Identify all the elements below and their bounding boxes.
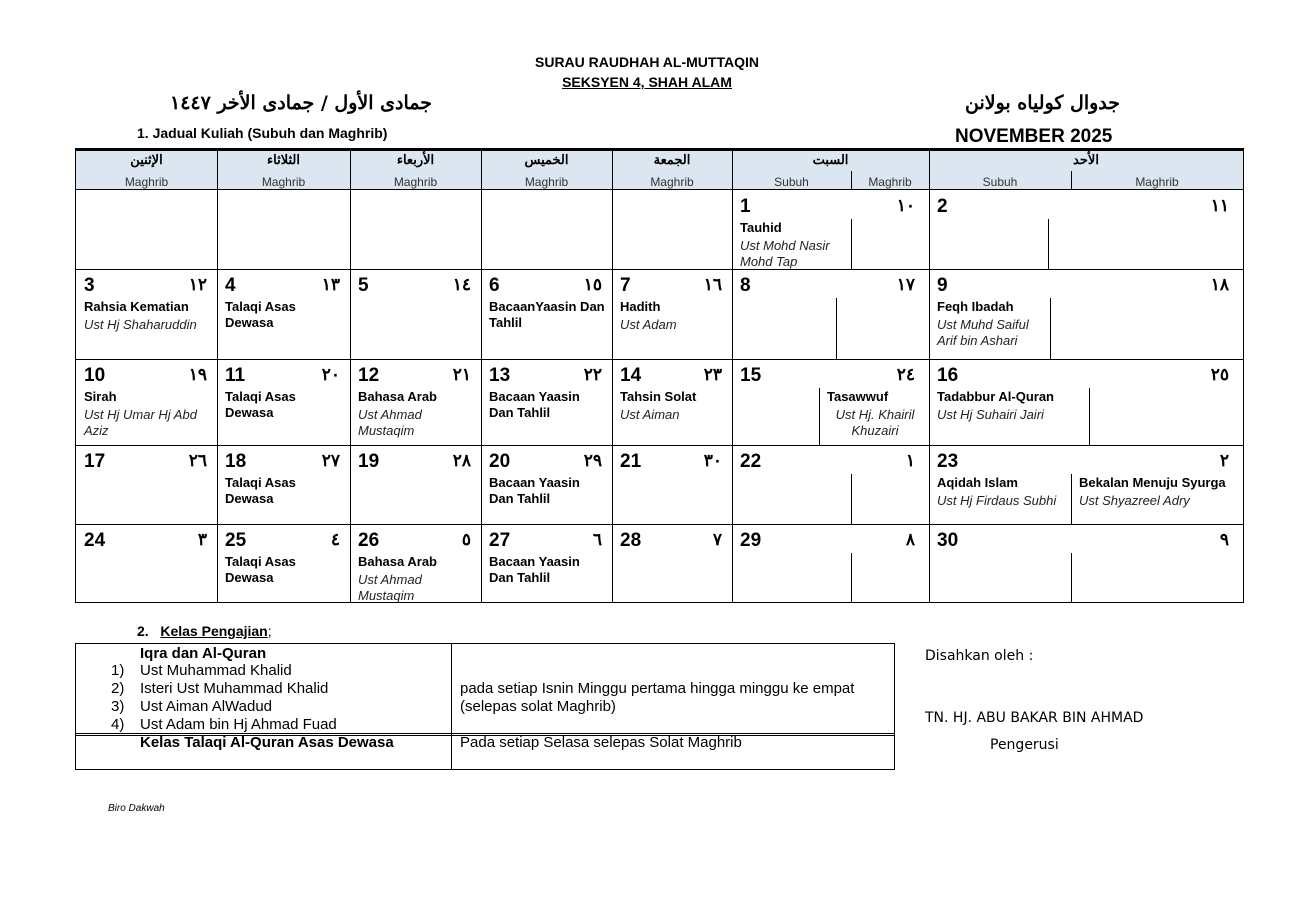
lecture-teacher: Ust Ahmad Mustaqim [358, 572, 422, 603]
teacher-index: 4) [111, 716, 125, 733]
lecture-subject: Hadith [620, 299, 661, 314]
hijri-day: ٢٤ [896, 365, 915, 385]
hijri-day: ١٤ [452, 275, 471, 295]
session-label: Maghrib [524, 175, 569, 189]
maghrib-subject: Bekalan Menuju Syurga [1079, 475, 1226, 490]
day-number: 10 [84, 365, 106, 386]
teacher-index: 2) [111, 680, 125, 697]
subuh-teacher: Ust Muhd Saiful Arif bin Ashari [937, 317, 1029, 348]
day-number: 21 [620, 451, 642, 472]
teacher-name: Ust Adam bin Hj Ahmad Fuad [140, 716, 337, 733]
classes-divider [451, 643, 452, 770]
day-number: 26 [358, 530, 380, 551]
talaqi-schedule: Pada setiap Selasa selepas Solat Maghrib [460, 734, 742, 751]
teacher-name: Ust Muhammad Khalid [140, 662, 292, 679]
day-header: الإثنين [130, 153, 163, 168]
lecture-subject: Rahsia Kematian [84, 299, 189, 314]
arabic-title: جدوال كولياه بولانن [965, 92, 1121, 114]
calendar-cell [481, 359, 612, 445]
day-number: 13 [489, 365, 511, 386]
session-divider [851, 171, 852, 189]
day-number: 12 [358, 365, 380, 386]
iqra-title: Iqra dan Al-Quran [140, 645, 267, 662]
hijri-day: ٧ [712, 530, 722, 550]
lecture-subject: Bacaan Yaasin Dan Tahlil [489, 389, 580, 420]
hijri-day: ٦ [592, 530, 602, 550]
subuh-subject: Aqidah Islam [937, 475, 1018, 490]
day-number: 17 [84, 451, 106, 472]
subuh-subject: Tadabbur Al-Quran [937, 389, 1054, 404]
lecture-teacher: Ust Hj Umar Hj Abd Aziz [84, 407, 197, 438]
hijri-day: ٢ [1219, 451, 1229, 471]
calendar-cell [732, 190, 929, 269]
day-number: 1 [740, 196, 751, 217]
talaqi-title: Kelas Talaqi Al-Quran Asas Dewasa [140, 734, 394, 751]
calendar-cell [76, 524, 217, 603]
lecture-teacher: Ust Hj Shaharuddin [84, 317, 197, 332]
day-number: 29 [740, 530, 762, 551]
day-number: 2 [937, 196, 948, 217]
calendar-cell [612, 359, 732, 445]
hijri-day: ١٠ [896, 196, 915, 216]
section2-title: 2. Kelas Pengajian; [137, 623, 272, 639]
day-number: 24 [84, 530, 106, 551]
calendar-cell [732, 524, 929, 603]
session-divider [1071, 171, 1072, 189]
day-number: 25 [225, 530, 247, 551]
teacher-index: 3) [111, 698, 125, 715]
day-header: الأحد [1073, 153, 1099, 168]
calendar-cell [732, 359, 929, 445]
calendar-cell [929, 524, 1243, 603]
calendar-cell [350, 269, 481, 359]
hijri-day: ٢٦ [188, 451, 207, 471]
lecture-subject: Sirah [84, 389, 117, 404]
calendar-cell [350, 524, 481, 603]
calendar-cell [732, 445, 929, 524]
hijri-day: ١٢ [188, 275, 207, 295]
calendar-cell [929, 269, 1243, 359]
calendar-cell [76, 445, 217, 524]
session-label: Maghrib [868, 175, 912, 189]
hijri-day: ٢٧ [321, 451, 340, 471]
hijri-day: ١٧ [896, 275, 915, 295]
hijri-day: ١٥ [583, 275, 602, 295]
teacher-name: Ust Aiman AlWadud [140, 698, 273, 715]
day-header: الثلاثاء [267, 153, 300, 168]
teacher-index: 1) [111, 662, 125, 679]
day-number: 3 [84, 275, 95, 296]
day-number: 9 [937, 275, 948, 296]
session-label: Maghrib [124, 175, 169, 189]
lecture-teacher: Ust Ahmad Mustaqim [358, 407, 422, 438]
calendar-cell [76, 269, 217, 359]
session-label: Subuh [774, 175, 809, 189]
day-number: 16 [937, 365, 959, 386]
session-label: Maghrib [393, 175, 438, 189]
hijri-day: ٨ [905, 530, 915, 550]
day-number: 4 [225, 275, 236, 296]
subuh-subject: Feqh Ibadah [937, 299, 1014, 314]
calendar-cell [929, 190, 1243, 269]
hijri-day: ٩ [1219, 530, 1229, 550]
calendar-cell [76, 359, 217, 445]
signatory-position: Pengerusi [990, 737, 1059, 753]
session-label: Maghrib [1135, 175, 1179, 189]
calendar-cell [929, 359, 1243, 445]
day-number: 23 [937, 451, 959, 472]
subuh-teacher: Ust Hj Suhairi Jairi [937, 407, 1044, 422]
day-number: 19 [358, 451, 380, 472]
hijri-day: ١ [905, 451, 915, 471]
hijri-day: ٢٣ [703, 365, 722, 385]
hijri-day: ٢٩ [583, 451, 602, 471]
teacher-name: Isteri Ust Muhammad Khalid [140, 680, 329, 697]
day-header: السبت [812, 153, 849, 168]
hijri-day: ٢٨ [452, 451, 471, 471]
org-location: SEKSYEN 4, SHAH ALAM [562, 74, 732, 90]
subuh-teacher: Ust Mohd Nasir Mohd Tap [740, 238, 830, 269]
calendar-cell [612, 445, 732, 524]
month-title: NOVEMBER 2025 [955, 126, 1113, 147]
day-number: 18 [225, 451, 247, 472]
calendar-cell [350, 359, 481, 445]
calendar-cell [217, 359, 350, 445]
hijri-day: ١٩ [188, 365, 207, 385]
calendar-cell [612, 524, 732, 603]
lecture-subject: Talaqi Asas Dewasa [225, 554, 296, 585]
lecture-subject: Talaqi Asas Dewasa [225, 475, 296, 506]
hijri-day: ٢١ [452, 365, 471, 385]
day-number: 28 [620, 530, 642, 551]
calendar-cell [612, 269, 732, 359]
lecture-subject: Tahsin Solat [620, 389, 697, 404]
lecture-subject: BacaanYaasin Dan Tahlil [489, 299, 605, 330]
session-label: Subuh [982, 175, 1018, 189]
department-footer: Biro Dakwah [108, 803, 165, 814]
day-number: 8 [740, 275, 751, 296]
hijri-day: ٢٥ [1210, 365, 1229, 385]
maghrib-teacher: Ust Hj. Khairil Khuzairi [835, 407, 915, 438]
section1-title: 1. Jadual Kuliah (Subuh dan Maghrib) [137, 125, 388, 141]
lecture-teacher: Ust Aiman [620, 407, 680, 422]
hijri-day: ١٨ [1210, 275, 1229, 295]
calendar-cell [481, 524, 612, 603]
day-header: الجمعة [653, 153, 691, 168]
maghrib-teacher: Ust Shyazreel Adry [1079, 493, 1190, 508]
calendar-cell [481, 269, 612, 359]
lecture-teacher: Ust Adam [620, 317, 677, 332]
hijri-day: ١١ [1210, 196, 1229, 216]
day-number: 15 [740, 365, 762, 386]
iqra-schedule: pada setiap Isnin Minggu pertama hingga minggu ke empat (selepas solat Maghrib) [460, 680, 855, 715]
calendar-cell [732, 269, 929, 359]
hijri-months: جمادى الأول / جمادى الأخر ١٤٤٧ [170, 92, 432, 114]
hijri-day: ٢٠ [321, 365, 340, 385]
day-number: 27 [489, 530, 511, 551]
hijri-day: ٣٠ [703, 451, 722, 471]
hijri-day: ٣ [197, 530, 207, 550]
lecture-subject: Bacaan Yaasin Dan Tahlil [489, 475, 580, 506]
lecture-subject: Bahasa Arab [358, 389, 437, 404]
hijri-day: ٤ [330, 530, 340, 550]
day-number: 6 [489, 275, 500, 296]
day-number: 22 [740, 451, 762, 472]
calendar-cell [929, 445, 1243, 524]
maghrib-subject: Tasawwuf [827, 389, 889, 404]
org-name: SURAU RAUDHAH AL-MUTTAQIN [535, 54, 759, 70]
approved-by-label: Disahkan oleh : [925, 648, 1034, 664]
hijri-day: ٥ [461, 530, 471, 550]
session-label: Maghrib [650, 175, 694, 189]
session-label: Maghrib [261, 175, 306, 189]
hijri-day: ٢٢ [583, 365, 602, 385]
subuh-teacher: Ust Hj Firdaus Subhi [937, 493, 1057, 508]
lecture-subject: Talaqi Asas Dewasa [225, 389, 296, 420]
day-number: 5 [358, 275, 369, 296]
calendar-cell [217, 524, 350, 603]
signatory-name: TN. HJ. ABU BAKAR BIN AHMAD [925, 710, 1144, 726]
calendar-cell [217, 445, 350, 524]
hijri-day: ١٣ [321, 275, 340, 295]
calendar-cell [217, 269, 350, 359]
lecture-subject: Talaqi Asas Dewasa [225, 299, 296, 330]
day-number: 14 [620, 365, 642, 386]
lecture-subject: Bacaan Yaasin Dan Tahlil [489, 554, 580, 585]
day-number: 7 [620, 275, 631, 296]
day-number: 11 [225, 365, 246, 386]
day-header: الأربعاء [396, 153, 435, 168]
lecture-subject: Bahasa Arab [358, 554, 437, 569]
subuh-subject: Tauhid [740, 220, 782, 235]
day-number: 30 [937, 530, 959, 551]
calendar-cell [350, 445, 481, 524]
hijri-day: ١٦ [703, 275, 722, 295]
calendar-cell [481, 445, 612, 524]
day-number: 20 [489, 451, 511, 472]
day-header: الخميس [524, 153, 569, 168]
